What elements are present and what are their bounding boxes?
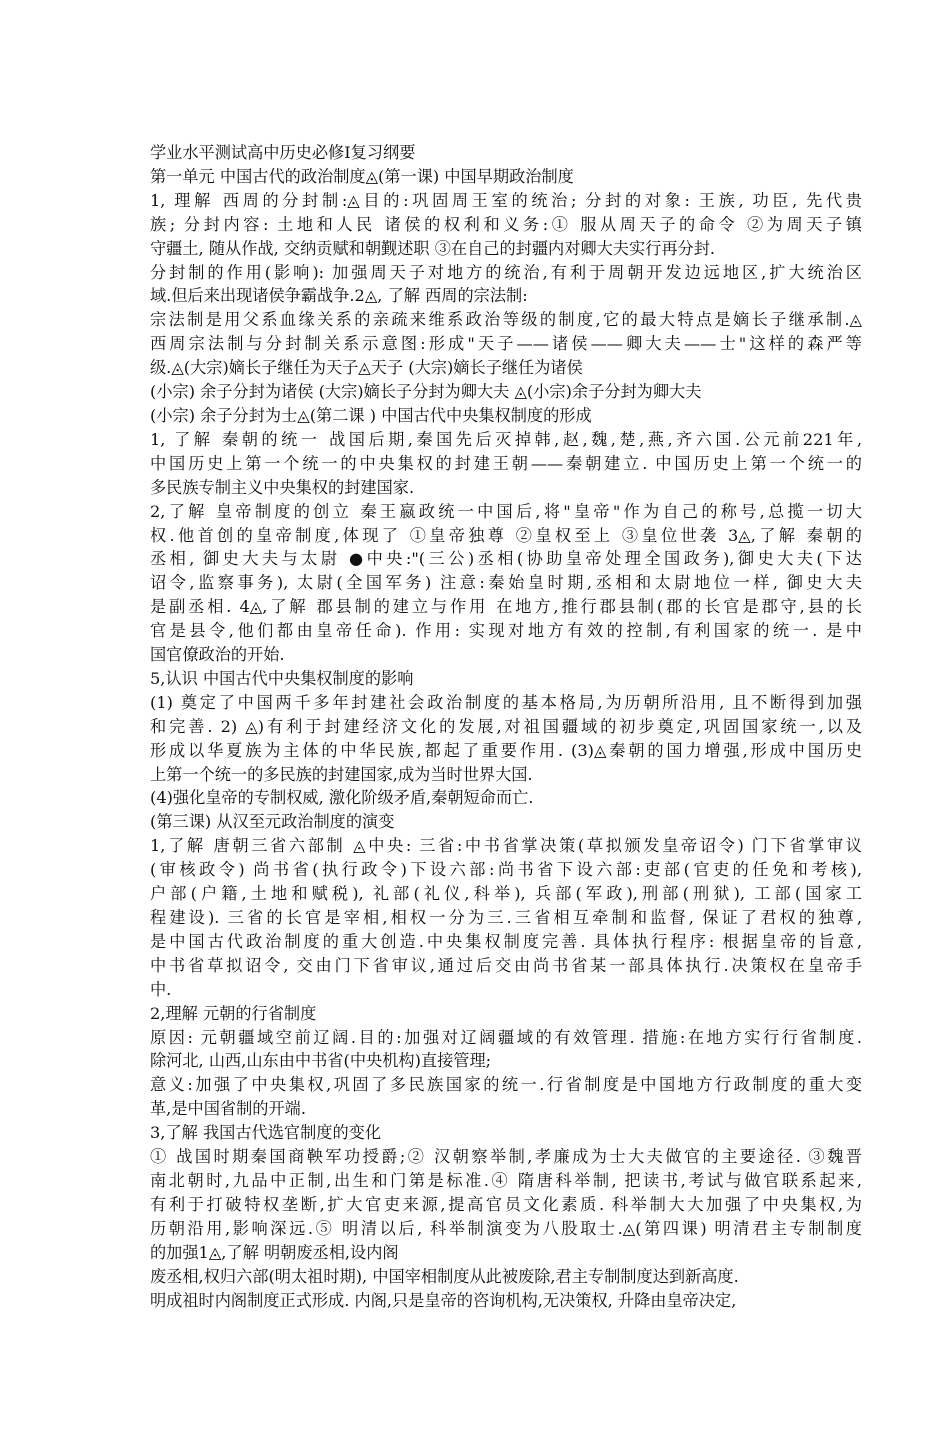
text-line: 是副丞相. 4◬,了解 郡县制的建立与作用 在地方,推行郡县制(郡的长官是郡守,县的长 <box>150 597 862 617</box>
text-line: 历朝沿用,影响深远.⑤ 明清以后, 科举制演变为八股取士.◬(第四课) 明清君主专制制度 <box>150 1218 862 1238</box>
text-line: 意义:加强了中央集权,巩固了多民族国家的统一.行省制度是中国地方行政制度的重大变 <box>150 1075 862 1095</box>
text-line: 中国历史上第一个统一的中央集权的封建王朝——秦朝建立. 中国历史上第一个统一的 <box>150 453 862 473</box>
document-title: 学业水平测试高中历史必修Ⅰ复习纲要 <box>150 143 416 162</box>
text-line: 诏令,监察事务), 太尉(全国军务) 注意:秦始皇时期,丞相和太尉地位一样, 御史大夫 <box>150 573 862 593</box>
text-line: (1) 奠定了中国两千多年封建社会政治制度的基本格局,为历朝所沿用, 且不断得到加强 <box>150 692 862 712</box>
text-line: 中. <box>150 979 172 999</box>
text-line: 是中国古代政治制度的重大创造.中央集权制度完善. 具体执行程序: 根据皇帝的旨意, <box>150 931 862 951</box>
text-line: 户部(户籍,土地和赋税), 礼部(礼仪,科举), 兵部(军政),刑部(刑狱), 工部(国家工 <box>150 884 862 904</box>
text-line: 丞相, 御史大夫与太尉 ●中央:"(三公)丞相(协助皇帝处理全国政务),御史大夫(下达 <box>150 549 862 569</box>
text-line: 守疆土, 随从作战, 交纳贡赋和朝觐述职 ③在自己的封疆内对卿大夫实行再分封. <box>150 238 716 258</box>
text-line: 级.◬(大宗)嫡长子继任为天子◬天子 (大宗)嫡长子继任为诸侯 <box>150 358 583 378</box>
text-line: 1, 了解 秦朝的统一 战国后期,秦国先后灭掉韩,赵,魏,楚,燕,齐六国.公元前221年, <box>150 429 862 449</box>
text-line: 权.他首创的皇帝制度,体现了 ①皇帝独尊 ②皇权至上 ③皇位世袭 3◬,了解 秦朝的 <box>150 525 862 545</box>
unit-heading: 第一单元 中国古代的政治制度◬(第一课) 中国早期政治制度 <box>150 166 574 186</box>
section-heading: 3,了解 我国古代选官制度的变化 <box>150 1123 382 1143</box>
text-line: 西周宗法制与分封制关系示意图:形成"天子——诸侯——卿大夫——士"这样的森严等 <box>150 334 862 354</box>
text-line: 废丞相,权归六部(明太祖时期), 中国宰相制度从此被废除,君主专制制度达到新高度. <box>150 1266 739 1286</box>
text-line: (小宗) 余子分封为诸侯 (大宗)嫡长子分封为卿大夫 ◬(小宗)余子分封为卿大夫 <box>150 382 702 402</box>
text-line: 程建设). 三省的长官是宰相,相权一分为三.三省相互牵制和监督, 保证了君权的独尊, <box>150 908 862 927</box>
text-line: 1,了解 唐朝三省六部制 ◬中央: 三省:中书省掌决策(草拟颁发皇帝诏令) 门下省掌审议 <box>150 836 862 856</box>
text-line: 多民族专制主义中央集权的封建国家. <box>150 477 415 497</box>
lesson-heading: (第三课) 从汉至元政治制度的演变 <box>150 812 395 832</box>
text-line: 国官僚政治的开始. <box>150 645 285 665</box>
text-line: 革,是中国省制的开端. <box>150 1099 306 1119</box>
section-heading: 2,理解 元朝的行省制度 <box>150 1003 317 1023</box>
text-line: 和完善. 2) ◬)有利于封建经济文化的发展,对祖国疆域的初步奠定,巩固国家统一,以及 <box>150 716 862 736</box>
text-line: 1, 理解 西周的分封制:◬目的:巩固周王室的统治; 分封的对象: 王族, 功臣, 先代贵 <box>150 190 862 210</box>
lesson-heading: (小宗) 余子分封为士◬(第二课 ) 中国古代中央集权制度的形成 <box>150 405 592 425</box>
text-line: ① 战国时期秦国商鞅军功授爵;② 汉朝察举制,孝廉成为士大夫做官的主要途径. ③魏晋 <box>150 1147 862 1167</box>
text-line: 明成祖时内阁制度正式形成. 内阁,只是皇帝的咨询机构,无决策权, 升降由皇帝决定, <box>150 1290 737 1310</box>
text-line: 有利于打破特权垄断,扩大官吏来源,提高官员文化素质. 科举制大大加强了中央集权,为 <box>150 1194 862 1214</box>
text-line: 原因: 元朝疆域空前辽阔.目的:加强对辽阔疆域的有效管理. 措施:在地方实行行省制度. <box>150 1027 862 1047</box>
text-line: 南北朝时,九品中正制,出生和门第是标准.④ 隋唐科举制, 把读书,考试与做官联系起来, <box>150 1170 862 1190</box>
text-line: 域.但后来出现诸侯争霸战争.2◬, 了解 西周的宗法制: <box>150 286 528 306</box>
document-body <box>150 141 862 1312</box>
text-line: 形成以华夏族为主体的中华民族,都起了重要作用. (3)◬秦朝的国力增强,形成中国历史 <box>150 740 862 760</box>
text-line: 2,了解 皇帝制度的创立 秦王嬴政统一中国后,将"皇帝"作为自己的称号,总揽一切大 <box>150 501 862 521</box>
section-heading: 5,认识 中国古代中央集权制度的影响 <box>150 668 414 688</box>
text-line: (审核政令) 尚书省(执行政令)下设六部:尚书省下设六部:吏部(官吏的任免和考核), <box>150 860 862 880</box>
text-line: 上第一个统一的多民族的封建国家,成为当时世界大国. <box>150 764 533 784</box>
text-line: 宗法制是用父系血缘关系的亲疏来维系政治等级的制度,它的最大特点是嫡长子继承制.◬ <box>150 310 862 330</box>
text-line: 族; 分封内容: 土地和人民 诸侯的权利和义务:① 服从周天子的命令 ②为周天子镇 <box>150 214 862 234</box>
text-line: 中书省草拟诏令, 交由门下省审议,通过后交由尚书省某一部具体执行.决策权在皇帝手 <box>150 955 862 975</box>
text-line: 分封制的作用(影响): 加强周天子对地方的统治,有利于周朝开发边远地区,扩大统治区 <box>150 262 862 282</box>
text-line: 除河北, 山西,山东由中书省(中央机构)直接管理; <box>150 1051 492 1071</box>
text-line: 官是县令,他们都由皇帝任命). 作用: 实现对地方有效的控制,有利国家的统一. 是中 <box>150 621 862 641</box>
text-line: 的加强1◬,了解 明朝废丞相,设内阁 <box>150 1242 399 1262</box>
text-line: (4)强化皇帝的专制权威, 激化阶级矛盾,秦朝短命而亡. <box>150 788 534 808</box>
